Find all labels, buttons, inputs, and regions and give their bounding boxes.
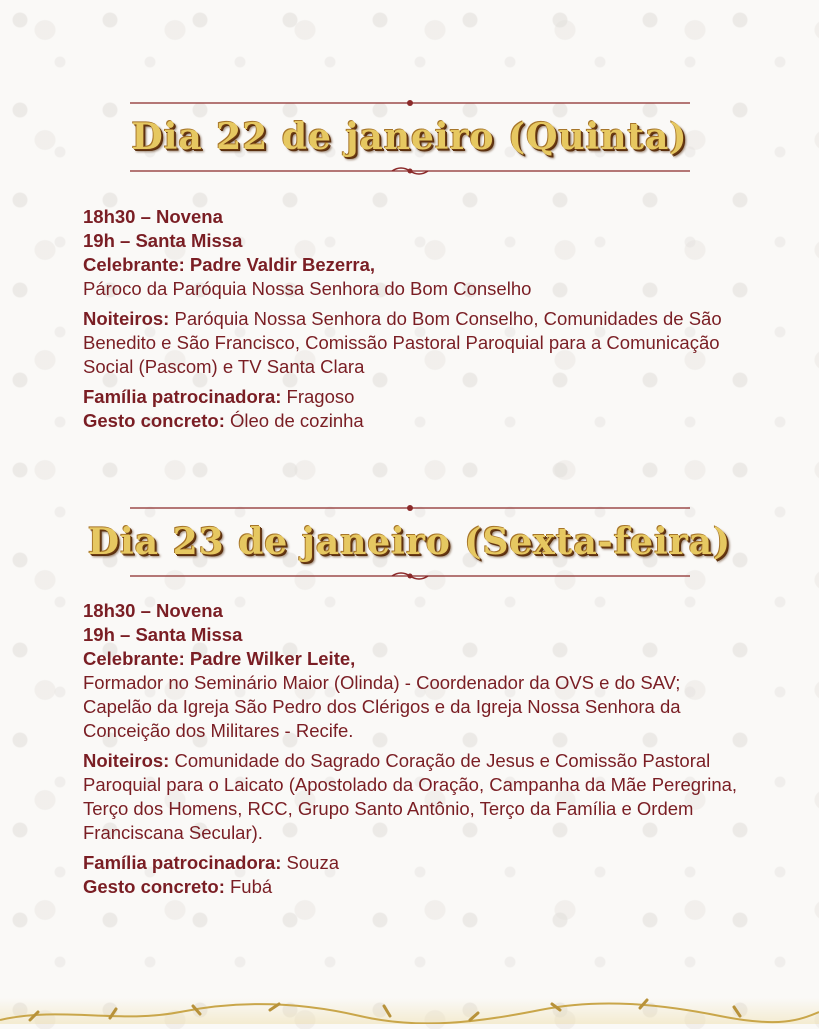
celebrant-description: Pároco da Paróquia Nossa Senhora do Bom Conselho — [83, 278, 532, 299]
noiteiros-text: Comunidade do Sagrado Coração de Jesus e Comissão Pastoral Paroquial para o Laicato (Apostolado da Oração, Campanha da Mãe Peregrina, Terço dos Homens, RCC, Grupo Santo Antônio, Terço da Família e Ordem Franciscana Secular). — [83, 750, 738, 843]
ornamental-divider-bottom — [0, 571, 819, 581]
gesto-line — [83, 409, 743, 433]
noiteiros-label: Noiteiros: — [83, 308, 170, 329]
gesto-label: Gesto concreto: — [83, 876, 225, 897]
golden-vine-border — [0, 998, 819, 1024]
schedule-body — [83, 205, 743, 433]
noiteiros-paragraph — [83, 749, 743, 845]
familia-text: Fragoso — [281, 386, 355, 407]
day-heading: Dia 23 de janeiro (Sexta-feira) — [87, 521, 732, 563]
missa-time: 19h – Santa Missa — [83, 230, 243, 251]
day-section-2 — [0, 503, 819, 897]
schedule-body — [83, 599, 743, 899]
familia-label: Família patrocinadora: — [83, 386, 282, 407]
gesto-line — [83, 875, 743, 899]
ornamental-divider-top — [0, 503, 819, 513]
novena-time: 18h30 – Novena — [83, 600, 223, 621]
gesto-label: Gesto concreto: — [83, 410, 225, 431]
familia-line — [83, 385, 743, 409]
celebrant-name: Celebrante: Padre Valdir Bezerra, — [83, 254, 376, 275]
noiteiros-text: Paróquia Nossa Senhora do Bom Conselho, Comunidades de São Benedito e São Francisco, Comissão Pastoral Paroquial para a Comunicação Social (Pascom) e TV Santa Clara — [83, 308, 722, 377]
missa-time: 19h – Santa Missa — [83, 624, 243, 645]
familia-label: Família patrocinadora: — [83, 852, 282, 873]
familia-text: Souza — [281, 852, 340, 873]
noiteiros-paragraph — [83, 307, 743, 379]
celebrant-description: Formador no Seminário Maior (Olinda) - Coordenador da OVS e do SAV; Capelão da Igreja São Pedro dos Clérigos e da Igreja Nossa Senhora da Conceição dos Militares - Recife. — [83, 672, 681, 741]
familia-line — [83, 851, 743, 875]
day-heading: Dia 22 de janeiro (Quinta) — [131, 116, 688, 158]
ornamental-divider-bottom — [0, 166, 819, 176]
novena-time: 18h30 – Novena — [83, 206, 223, 227]
day-section-1 — [0, 98, 819, 431]
celebrant-name: Celebrante: Padre Wilker Leite, — [83, 648, 356, 669]
gesto-text: Fubá — [224, 876, 273, 897]
gesto-text: Óleo de cozinha — [224, 410, 364, 431]
ornamental-divider-top — [0, 98, 819, 108]
noiteiros-label: Noiteiros: — [83, 750, 170, 771]
